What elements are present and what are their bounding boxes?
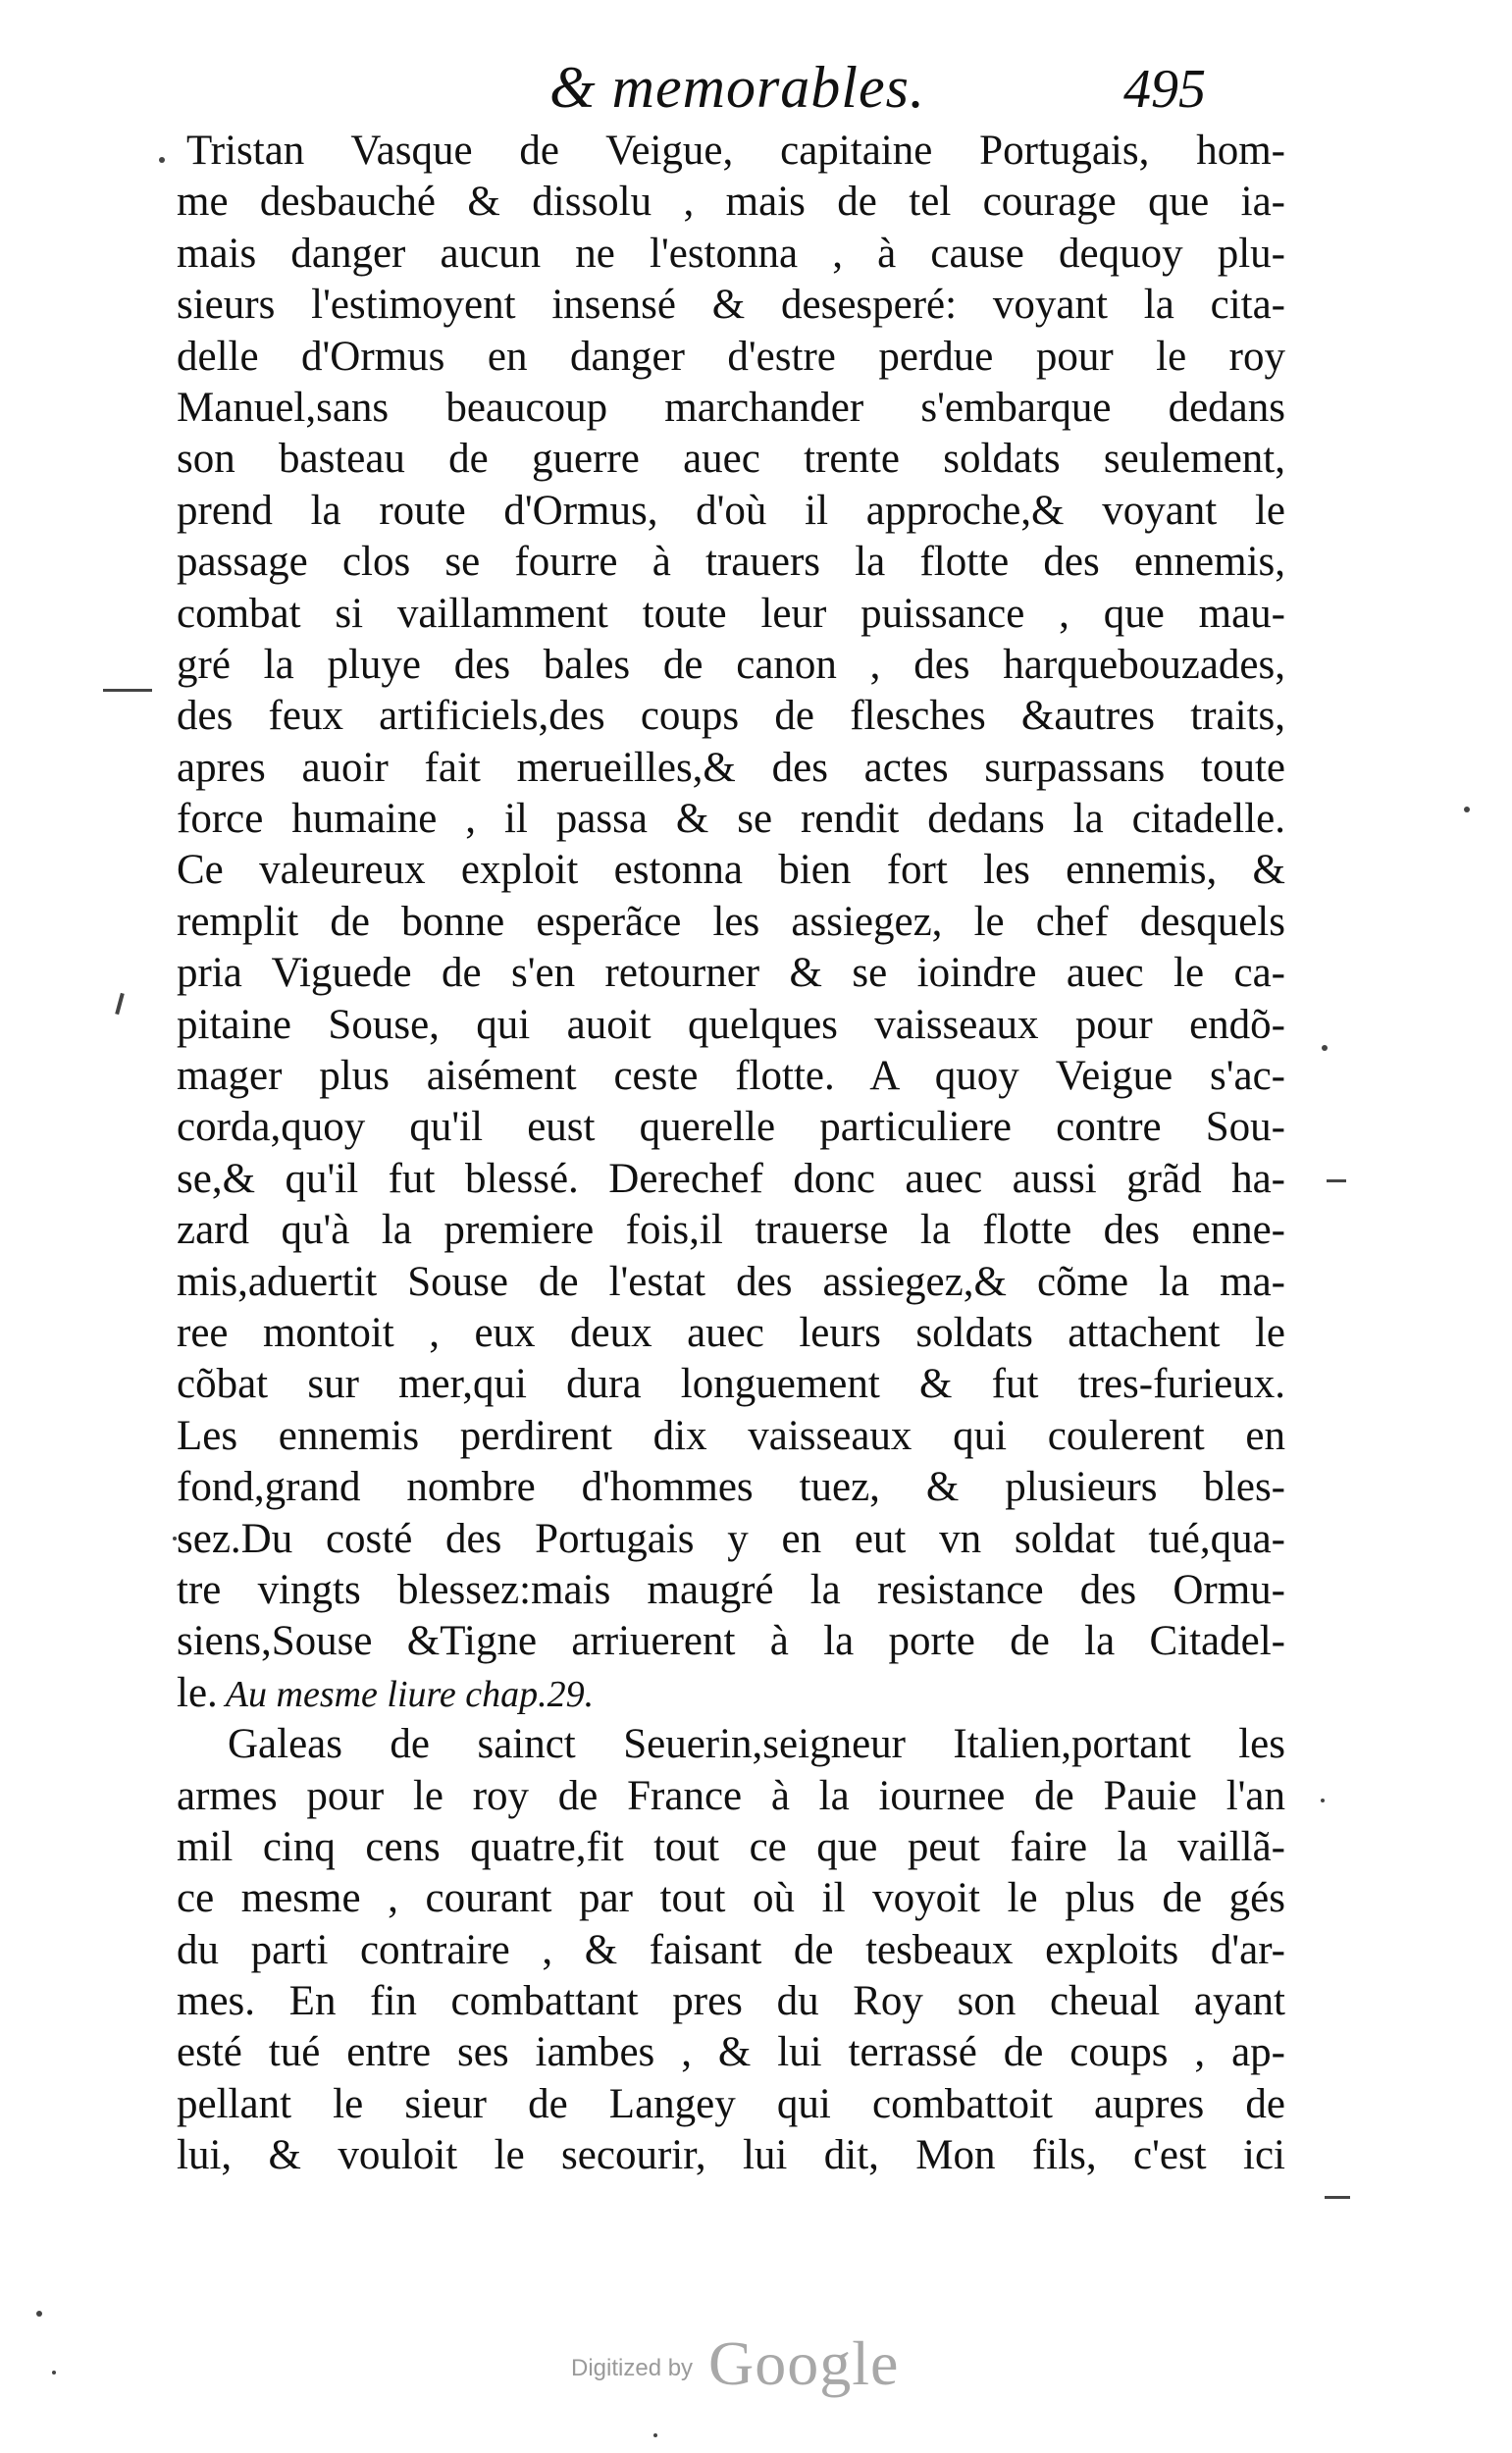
speck [653, 2433, 657, 2437]
text-line: Manuel,sans beaucoup marchander s'embarque dedans [177, 384, 1285, 431]
speck [1321, 1799, 1325, 1802]
text-line: pellant le sieur de Langey qui combattoit aupres de [177, 2080, 1285, 2127]
margin-dash-right-low [1325, 2196, 1350, 2199]
text-line: corda,quoy qu'il eust querelle particuliere contre Sou- [177, 1104, 1285, 1151]
text-line-end: le. [177, 1669, 218, 1716]
text-line: mil cinq cens quatre,fit tout ce que peut faire la vaillã- [177, 1823, 1285, 1870]
text-line: delle d'Ormus en danger d'estre perdue pour le roy [177, 333, 1285, 380]
speck [159, 157, 165, 163]
running-title: & memorables. [549, 55, 925, 120]
margin-dash-left [103, 689, 152, 692]
page-number: 495 [1123, 59, 1206, 120]
text-line: pria Viguede de s'en retourner & se ioindre auec le ca- [177, 950, 1285, 997]
text-line: cõbat sur mer,qui dura longuement & fut tres-furieux. [177, 1361, 1285, 1408]
text-line: Galeas de sainct Seuerin,seigneur Italien,portant les [228, 1721, 1285, 1768]
speck [1464, 807, 1470, 812]
text-line: combat si vaillamment toute leur puissance , que mau- [177, 590, 1285, 637]
text-line: esté tué entre ses iambes , & lui terrassé de coups , ap- [177, 2029, 1285, 2076]
text-line: zard qu'à la premiere fois,il trauerse la flotte des enne- [177, 1207, 1285, 1254]
google-watermark: Google [708, 2328, 900, 2398]
source-note: Au mesme liure chap.29. [225, 1673, 595, 1715]
text-line: lui, & vouloit le secourir, lui dit, Mon fils, c'est ici [177, 2132, 1285, 2179]
text-line: me desbauché & dissolu , mais de tel courage que ia- [177, 179, 1285, 226]
text-line: mis,aduertit Souse de l'estat des assiegez,& cõme la ma- [177, 1258, 1285, 1305]
text-line: armes pour le roy de France à la iournee de Pauie l'an [177, 1772, 1285, 1819]
speck [1322, 1045, 1328, 1051]
text-line: sez.Du costé des Portugais y en eut vn soldat tué,qua- [177, 1515, 1285, 1562]
digitization-footer [0, 2327, 1512, 2406]
text-line: passage clos se fourre à trauers la flotte des ennemis, [177, 539, 1285, 586]
text-line: pitaine Souse, qui auoit quelques vaisseaux pour endõ- [177, 1001, 1285, 1048]
text-line: son basteau de guerre auec trente soldats seulement, [177, 436, 1285, 483]
text-line: mais danger aucun ne l'estonna , à cause dequoy plu- [177, 230, 1285, 277]
text-line: du parti contraire , & faisant de tesbeaux exploits d'ar- [177, 1926, 1285, 1973]
text-line: apres auoir fait merueilles,& des actes surpassans toute [177, 744, 1285, 791]
text-line: tre vingts blessez:mais maugré la resistance des Ormu- [177, 1566, 1285, 1613]
text-line: siens,Souse &Tigne arriuerent à la porte de la Citadel- [177, 1618, 1285, 1665]
text-line: mes. En fin combattant pres du Roy son cheual ayant [177, 1978, 1285, 2025]
text-line: des feux artificiels,des coups de flesches &autres traits, [177, 693, 1285, 740]
text-line: Tristan Vasque de Veigue, capitaine Portugais, hom- [186, 128, 1285, 174]
text-line: prend la route d'Ormus, d'où il approche,& voyant le [177, 487, 1285, 534]
digitized-by-label: Digitized by [571, 2355, 694, 2381]
margin-tick-left [115, 993, 125, 1015]
speck [173, 1537, 177, 1540]
text-line: Ce valeureux exploit estonna bien fort les ennemis, & [177, 847, 1285, 894]
text-line: sieurs l'estimoyent insensé & desesperé: voyant la cita- [177, 282, 1285, 329]
text-line: gré la pluye des bales de canon , des harquebouzades, [177, 641, 1285, 688]
text-line: Les ennemis perdirent dix vaisseaux qui coulerent en [177, 1412, 1285, 1459]
text-line: remplit de bonne esperãce les assiegez, le chef desquels [177, 898, 1285, 945]
text-line: ce mesme , courant par tout où il voyoit le plus de gés [177, 1875, 1285, 1922]
text-line: ree montoit , eux deux auec leurs soldats attachent le [177, 1309, 1285, 1356]
speck [36, 2311, 42, 2317]
text-line: mager plus aisément ceste flotte. A quoy Veigue s'ac- [177, 1053, 1285, 1100]
text-line: force humaine , il passa & se rendit dedans la citadelle. [177, 796, 1285, 843]
margin-dash-right [1327, 1179, 1346, 1182]
text-line: se,& qu'il fut blessé. Derechef donc auec aussi grãd ha- [177, 1155, 1285, 1202]
text-line: fond,grand nombre d'hommes tuez, & plusieurs bles- [177, 1464, 1285, 1511]
